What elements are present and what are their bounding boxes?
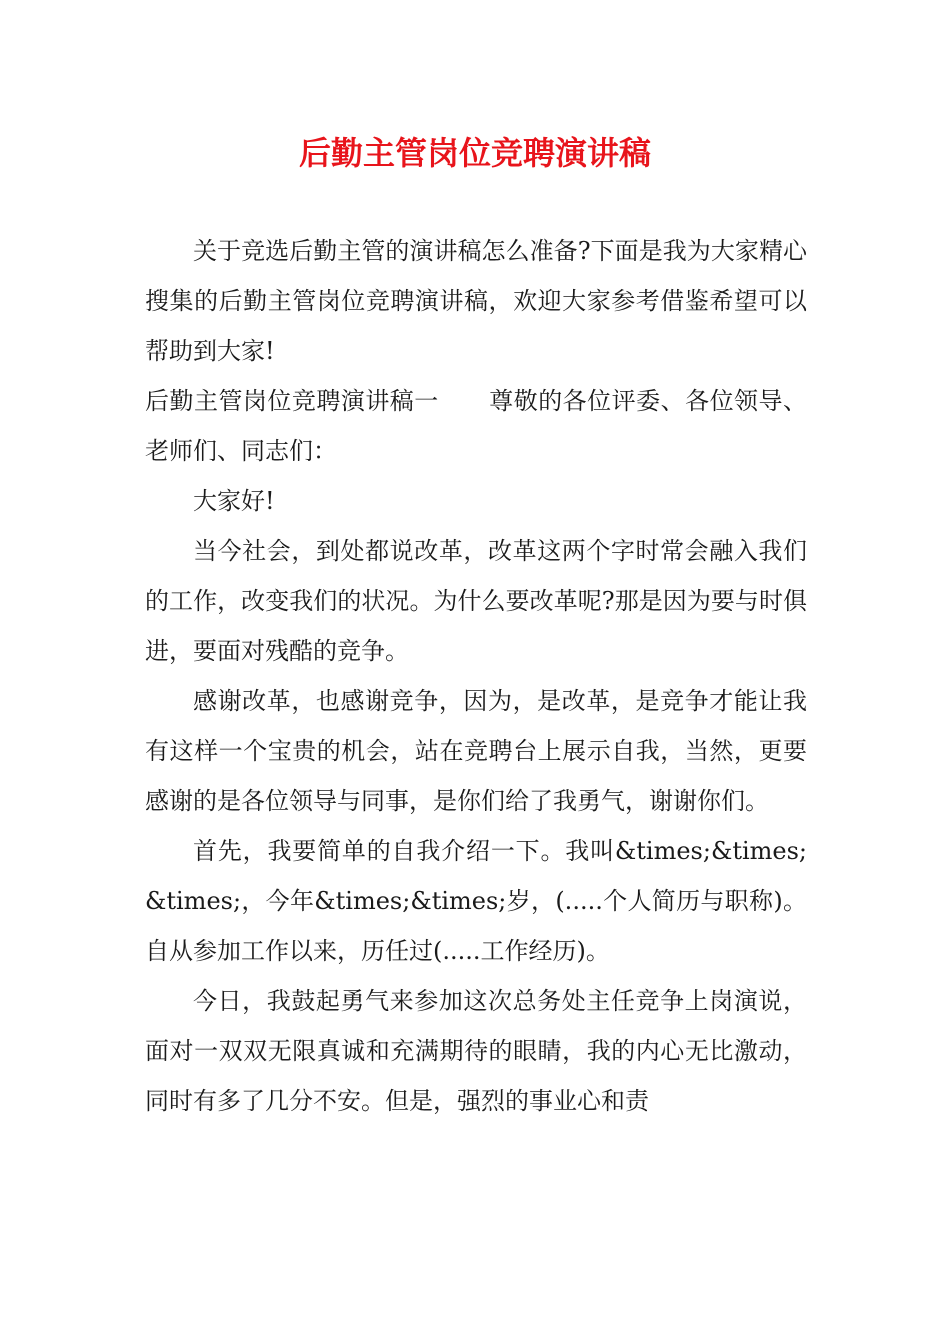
intro-paragraph: 关于竞选后勤主管的演讲稿怎么准备?下面是我为大家精心搜集的后勤主管岗位竞聘演讲稿，欢迎大家参考借鉴希望可以帮助到大家! bbox=[145, 237, 807, 365]
greeting-paragraph: 大家好! bbox=[193, 487, 275, 515]
document-title: 后勤主管岗位竞聘演讲稿 bbox=[298, 134, 651, 172]
section-heading-line bbox=[145, 376, 807, 476]
reform-paragraph: 当今社会，到处都说改革，改革这两个字时常会融入我们的工作，改变我们的状况。为什么要改革呢?那是因为要与时俱进，要面对残酷的竞争。 bbox=[145, 537, 807, 665]
salutation: 尊敬的各位评委、各位领导、老师们、同志们： bbox=[145, 387, 808, 465]
section-heading: 后勤主管岗位竞聘演讲稿一 bbox=[145, 387, 439, 415]
today-paragraph: 今日，我鼓起勇气来参加这次总务处主任竞争上岗演说，面对一双双无限真诚和充满期待的眼睛，我的内心无比激动，同时有多了几分不安。但是，强烈的事业心和责 bbox=[145, 987, 807, 1115]
thanks-paragraph: 感谢改革，也感谢竞争，因为，是改革，是竞争才能让我有这样一个宝贵的机会，站在竞聘台上展示自我，当然，更要感谢的是各位领导与同事，是你们给了我勇气，谢谢你们。 bbox=[145, 687, 807, 815]
document-body bbox=[145, 226, 807, 1126]
self-intro-paragraph: 首先，我要简单的自我介绍一下。我叫&times;&times;&times;，今年&times;&times;岁，(.....个人简历与职称)。自从参加工作以来，历任过(.....工作经历)。 bbox=[145, 837, 807, 965]
